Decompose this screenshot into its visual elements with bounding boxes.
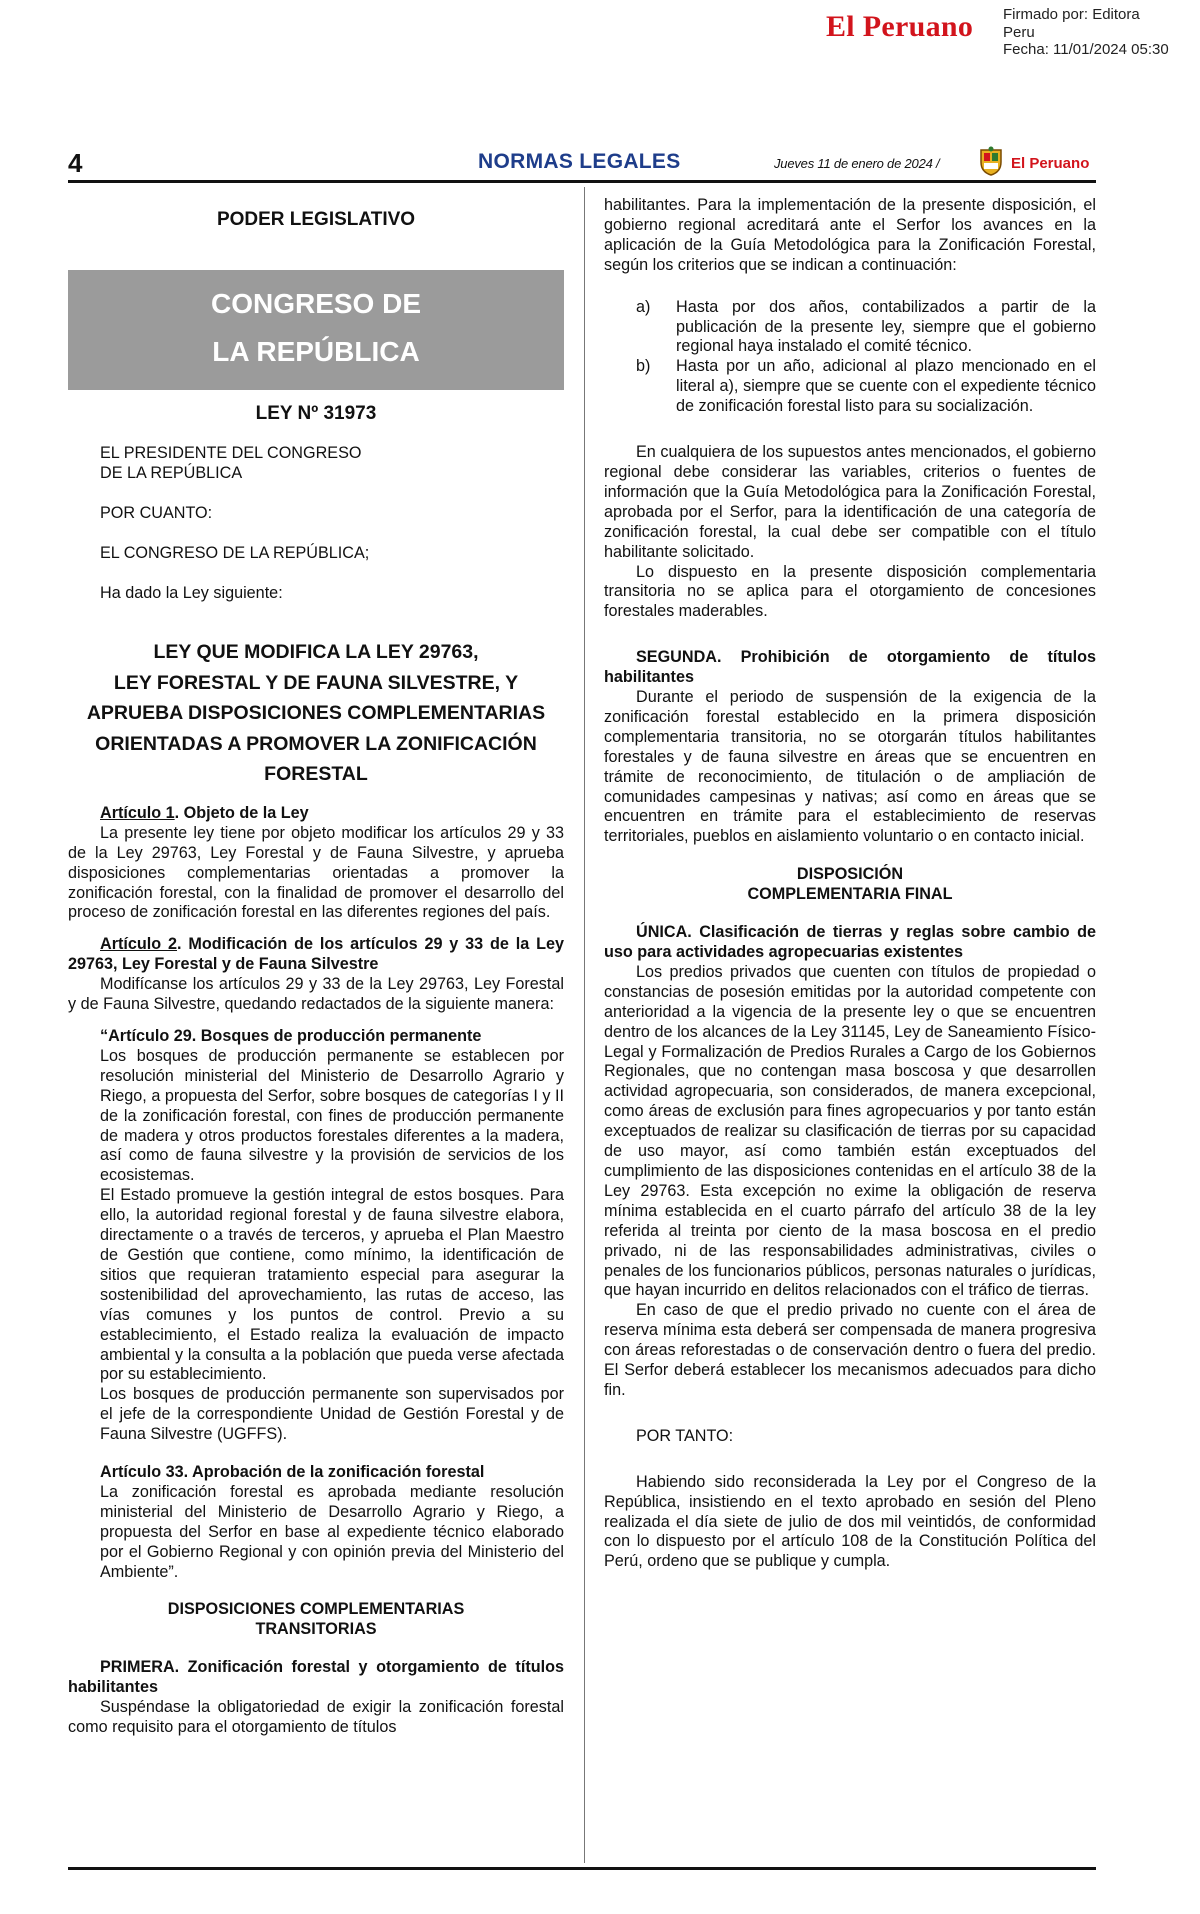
unica-text: En caso de que el predio privado no cuente con el área de reserva mínima esta deberá ser compensada de manera progresiva con áreas reforestadas o de conservación dentro o fuera del predio. El Serfor deberá establecer los mecanismos adecuados para dicho fin. <box>604 1301 1096 1399</box>
closing-paragraph: Habiendo sido reconsiderada la Ley por el Congreso de la República, insistiendo en el texto aprobado en sesión del Pleno realizada el día siete de julio de dos mil veintidós, de conformidad con lo dispuesto por el artículo 108 de la Constitución Política del Perú, ordeno que se publique y cumpla. <box>604 1472 1096 1571</box>
el-peruano-logo: El Peruano <box>826 10 974 43</box>
por-tanto: POR TANTO: <box>636 1426 734 1445</box>
criteria-list <box>604 298 1096 417</box>
page-number: 4 <box>68 148 83 178</box>
list-item-text: Hasta por dos años, contabilizados a partir de la publicación de la presente ley, siempre que el gobierno regional haya instalado el comité técnico. <box>676 297 1096 356</box>
article-1-heading: Artículo 1. Objeto de la Ley <box>100 803 309 822</box>
unica-heading: ÚNICA. Clasificación de tierras y reglas sobre cambio de uso para actividades agropecuarias existentes <box>604 923 1096 961</box>
primera-heading: PRIMERA. Zonificación forestal y otorgamiento de títulos habilitantes <box>68 1658 564 1697</box>
signed-by-2: Peru <box>1003 23 1035 41</box>
banner-line-2: LA REPÚBLICA <box>212 336 420 367</box>
page-header <box>68 146 1096 180</box>
list-marker: b) <box>636 357 651 376</box>
segunda-text: Durante el periodo de suspensión de la exigencia de la zonificación forestal establecido en la primera disposición complementaria transitoria, no se otorgarán títulos habilitantes forestales y de fauna silvestre en áreas que se encuentren en trámite de reconocimiento, de titulación o de ampliación de comunidades campesinas y nativas; así como en áreas que se encuentren en trámite para el establecimiento de reservas territoriales, pueblos en aislamiento voluntario o en contacto inicial. <box>604 688 1096 846</box>
transitory-dispositions-heading: DISPOSICIONES COMPLEMENTARIAS TRANSITORIAS <box>167 1600 465 1639</box>
article-1-text: La presente ley tiene por objeto modificar los artículos 29 y 33 de la Ley 29763, Ley Forestal y de Fauna Silvestre, y aprueba disposiciones complementarias orientadas a promover la zonificación forestal, con la finalidad de promover el desarrollo del proceso de zonificación forestal en las diferentes regiones del país. <box>68 823 564 922</box>
signed-by: Firmado por: Editora <box>1003 6 1140 23</box>
article-29-title: “Artículo 29. Bosques de producción permanente <box>100 1027 482 1045</box>
banner-line-1: CONGRESO DE <box>210 288 422 319</box>
brand-name: El Peruano <box>1011 155 1090 172</box>
signature-date: Fecha: 11/01/2024 05:30 <box>1003 41 1169 58</box>
article-29-quote <box>68 1027 564 1582</box>
article-29-paragraph: El Estado promueve la gestión integral de estos bosques. Para ello, la autoridad regional forestal y de fauna silvestre elabora, directamente o a través de terceros, y aprueba el Plan Maestro de Gestión que contiene, como mínimo, la identificación de sitios que requieran tratamiento especial para asegurar la sostenibilidad del aprovechamiento, las rutas de acceso, las vías comunes y los puntos de control. Previo a su establecimiento, el Estado realiza la evaluación de impacto ambiental y la consulta a la población que pueda verse afectada por su establecimiento. <box>100 1186 564 1384</box>
por-cuanto: POR CUANTO: <box>100 503 213 522</box>
list-item <box>636 298 1096 358</box>
unica-text: Los predios privados que cuenten con títulos de propiedad o constancias de posesión emitidas por la autoridad competente con anterioridad a la vigencia de la presente ley o que se encuentren dentro de los alcances de la Ley 31145, Ley de Saneamiento Físico-Legal y Formalización de Predios Rurales a Cargo de los Gobiernos Regionales, que no contengan masa boscosa y que desarrollen actividad agropecuaria, son considerados, de manera excepcional, como áreas de exclusión para fines agropecuarios y por tanto están exceptuados de realizar su clasificación de tierras por su capacidad de uso mayor, así como también están exceptuados del cumplimiento de las disposiciones contenidas en el artículo 38 de la Ley 29763. Esta excepción no exime la obligación de reserva mínima establecida en el cuarto párrafo del artículo 38 de la ley referida al treinta por ciento de la masa boscosa en el predio privado, ni de las responsabilidades administrativas, civiles o penales de los funcionarios públicos, personas naturales o jurídicas, que hayan incurrido en delitos relacionados con el tráfico de tierras. <box>604 962 1096 1300</box>
primera-text: Suspéndase la obligatoriedad de exigir la zonificación forestal como requisito para el otorgamiento de títulos <box>68 1698 564 1736</box>
article-33-title: Artículo 33. Aprobación de la zonificación forestal <box>100 1463 485 1482</box>
primera-text-continued: habilitantes. Para la implementación de la presente disposición, el gobierno regional acreditará ante el Serfor los avances en la aplicación de la Guía Metodológica para la Zonificación Forestal, según los criterios que se indican a continuación: <box>604 196 1096 274</box>
final-disposition-heading: DISPOSICIÓN COMPLEMENTARIA FINAL <box>747 865 953 904</box>
publication-title: NORMAS LEGALES <box>478 150 681 173</box>
digital-signature <box>826 6 1186 60</box>
header-rule <box>68 180 1096 183</box>
article-33-paragraph: La zonificación forestal es aprobada mediante resolución ministerial del Ministerio de Desarrollo Agrario y Riego, a propuesta del Serfor en base al expediente técnico elaborado por el Gobierno Regional y con opinión previa del Ministerio del Ambiente”. <box>100 1482 564 1581</box>
left-column <box>68 190 564 1738</box>
paragraph: Lo dispuesto en la presente disposición complementaria transitoria no se aplica para el otorgamiento de concesiones forestales maderables. <box>604 562 1096 621</box>
article-2-text: Modifícanse los artículos 29 y 33 de la Ley 29763, Ley Forestal y de Fauna Silvestre, quedando redactados de la siguiente manera: <box>68 975 564 1014</box>
congress-banner <box>68 270 564 390</box>
congress-statement: EL CONGRESO DE LA REPÚBLICA; <box>100 543 370 562</box>
ha-dado: Ha dado la Ley siguiente: <box>100 583 283 602</box>
signature-text <box>1003 6 1188 59</box>
column-divider <box>584 187 585 1863</box>
section-title: PODER LEGISLATIVO <box>216 209 416 230</box>
list-marker: a) <box>636 297 651 316</box>
law-title: LEY QUE MODIFICA LA LEY 29763, LEY FORESTAL Y DE FAUNA SILVESTRE, Y APRUEBA DISPOSICIONES COMPLEMENTARIAS ORIENTADAS A PROMOVER LA ZONIFICACIÓN FORESTAL <box>86 641 546 786</box>
footer-rule <box>68 1867 1096 1870</box>
right-column <box>604 196 1096 1572</box>
segunda-heading: SEGUNDA. Prohibición de otorgamiento de títulos habilitantes <box>604 648 1096 687</box>
article-2-heading: Artículo 2. Modificación de los artículos 29 y 33 de la Ley 29763, Ley Forestal y de Fauna Silvestre <box>68 935 564 974</box>
list-item-text: Hasta por un año, adicional al plazo mencionado en el literal a), siempre que se cuente con el expediente técnico de zonificación forestal listo para su socialización. <box>676 357 1096 416</box>
list-item <box>636 357 1096 417</box>
article-29-paragraph: Los bosques de producción permanente se establecen por resolución ministerial del Ministerio de Desarrollo Agrario y Riego, a propuesta del Serfor, sobre bosques de categorías I y II de la zonificación forestal, con fines de producción permanente de madera y otros productos forestales diferentes a la madera, así como de fauna silvestre y la provisión de servicios de los ecosistemas. <box>100 1046 564 1185</box>
paragraph: En cualquiera de los supuestos antes mencionados, el gobierno regional debe considerar las variables, criterios o fuentes de información que la Guía Metodológica para la Zonificación Forestal, aprobada por el Serfor, para la identificación de una categoría de zonificación forestal, la cual debe ser compatible con el título habilitante solicitado. <box>604 443 1096 561</box>
article-29-paragraph: Los bosques de producción permanente son supervisados por el jefe de la correspondiente Unidad de Gestión Forestal y de Fauna Silvestre (UGFFS). <box>100 1385 564 1444</box>
law-number: LEY Nº 31973 <box>255 403 377 424</box>
coat-of-arms-icon <box>978 146 1004 176</box>
publication-date: Jueves 11 de enero de 2024 / <box>774 156 940 171</box>
president-heading: EL PRESIDENTE DEL CONGRESO DE LA REPÚBLICA <box>100 443 362 482</box>
